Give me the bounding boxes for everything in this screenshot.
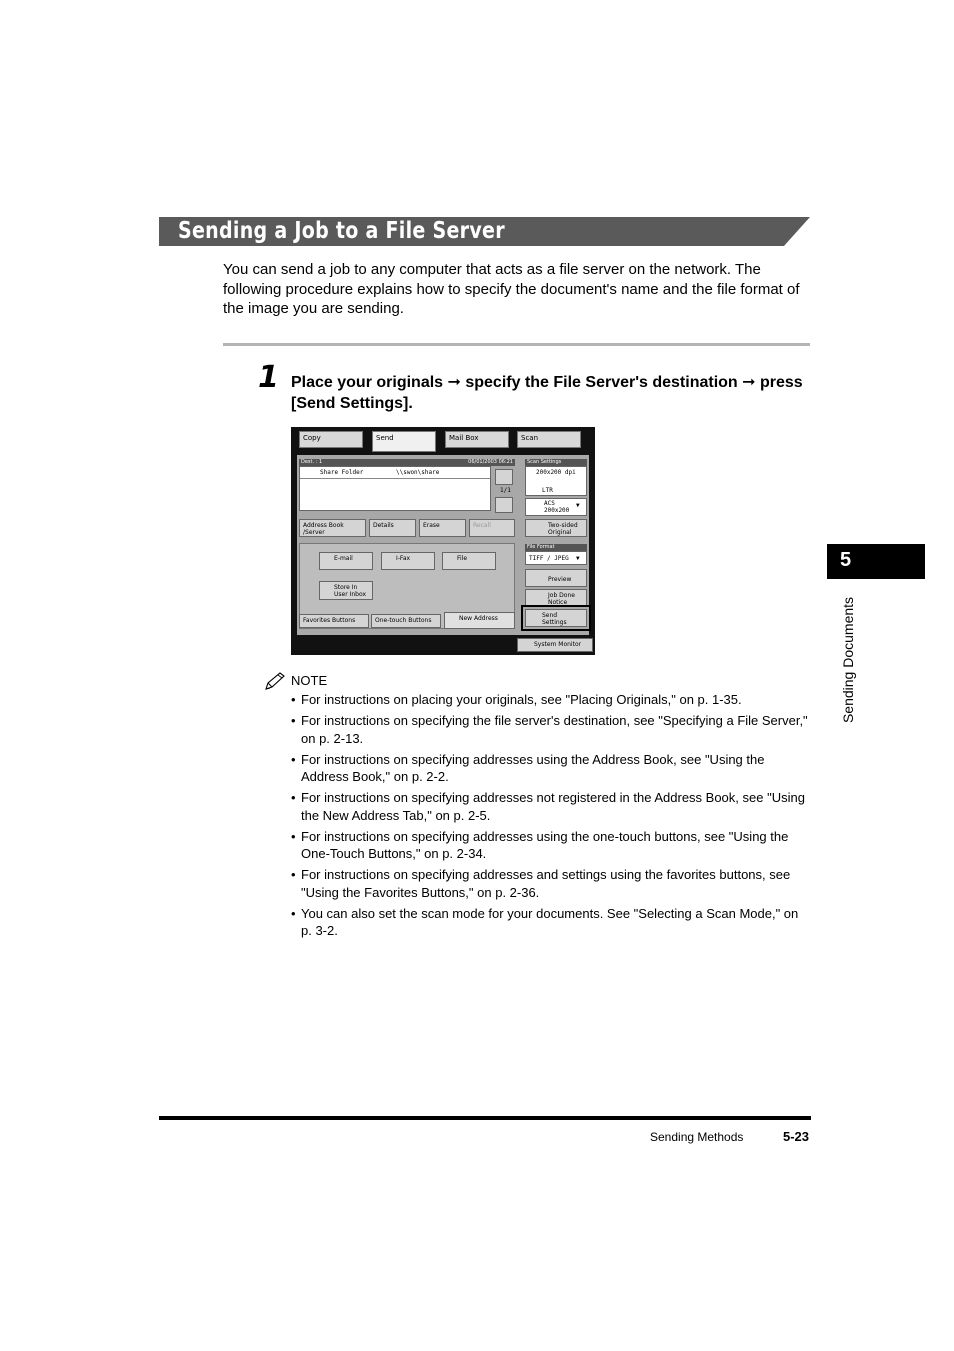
send-settings-button: Send Settings <box>525 609 587 627</box>
ifax-button: I-Fax <box>381 552 435 570</box>
note-item: • For instructions on specifying addresses using the Address Book, see "Using the Address Book," on p. 2-2. <box>291 751 811 786</box>
page-indicator: 1/1 <box>500 487 511 494</box>
erase-button: Erase <box>419 519 466 537</box>
tab-mail-box: Mail Box <box>445 431 509 448</box>
note-list <box>291 691 811 943</box>
note-item: • For instructions on specifying addresses and settings using the favorites buttons, see "Using the Favorites Buttons," on p. 2-36. <box>291 866 811 901</box>
note-item: • For instructions on placing your originals, see "Placing Originals," on p. 1-35. <box>291 691 811 709</box>
note-item: • For instructions on specifying addresses using the one-touch buttons, see "Using the One-Touch Buttons," on p. 2-34. <box>291 828 811 863</box>
chapter-number: 5 <box>840 549 852 571</box>
one-touch-tab: One-touch Buttons <box>371 614 441 628</box>
tab-send: Send <box>372 431 436 452</box>
new-address-tab: New Address <box>444 612 515 629</box>
file-format-label: File Format <box>525 544 587 551</box>
note-pencil-icon <box>263 671 287 691</box>
file-button: File <box>442 552 496 570</box>
favorites-tab: Favorites Buttons <box>299 614 369 628</box>
divider <box>223 343 810 346</box>
footer-section-name: Sending Methods <box>650 1130 744 1144</box>
recall-button: Recall <box>469 519 515 537</box>
store-in-user-inbox-button: Store In User Inbox <box>319 581 373 600</box>
scroll-up-button <box>495 469 513 485</box>
screen-body <box>297 455 589 635</box>
note-item: • You can also set the scan mode for your documents. See "Selecting a Scan Mode," on p. 3-2. <box>291 905 811 940</box>
two-sided-original-button: Two-sided Original <box>525 519 587 537</box>
page-number: 5-23 <box>783 1129 810 1144</box>
details-button: Details <box>369 519 416 537</box>
tab-scan: Scan <box>517 431 581 448</box>
dest-header: Dest. : 1 06/01/2003 06:21 <box>301 459 513 465</box>
address-book-button: Address Book /Server <box>299 519 366 537</box>
chapter-side-label: Sending Documents <box>840 596 856 724</box>
note-item: • For instructions on specifying addresses not registered in the Address Book, see "Using the New Address Tab," on p. 2-5. <box>291 789 811 824</box>
destination-list: Share Folder \\swon\share <box>299 466 491 511</box>
step-number: 1 <box>258 360 279 395</box>
tab-copy: Copy <box>299 431 363 448</box>
note-item: • For instructions on specifying the file server's destination, see "Specifying a File Server," on p. 2-13. <box>291 712 811 747</box>
device-screen <box>291 427 595 655</box>
scroll-down-button <box>495 497 513 513</box>
scan-settings-label: Scan Settings <box>525 459 587 466</box>
note-label: NOTE <box>291 673 328 688</box>
email-button: E-mail <box>319 552 373 570</box>
section-title: Sending a Job to a File Server <box>178 218 505 244</box>
intro-paragraph: You can send a job to any computer that acts as a file server on the network. The following procedure explains how to specify the document's name and the file format of the image you are sending. <box>223 261 800 317</box>
preview-button: Preview <box>525 569 587 587</box>
system-monitor-button: System Monitor <box>517 638 593 652</box>
scan-settings-box: 200x200 dpi LTR <box>525 466 587 496</box>
job-done-notice-button: Job Done Notice <box>525 589 587 607</box>
step-instruction: Place your originals ➞ specify the File Server's destination ➞ press [Send Settings]. <box>291 374 803 412</box>
footer-rule <box>159 1116 811 1120</box>
color-mode-select: ACS 200x200 ▼ <box>525 498 587 516</box>
file-format-select: TIFF / JPEG ▼ <box>525 551 587 565</box>
